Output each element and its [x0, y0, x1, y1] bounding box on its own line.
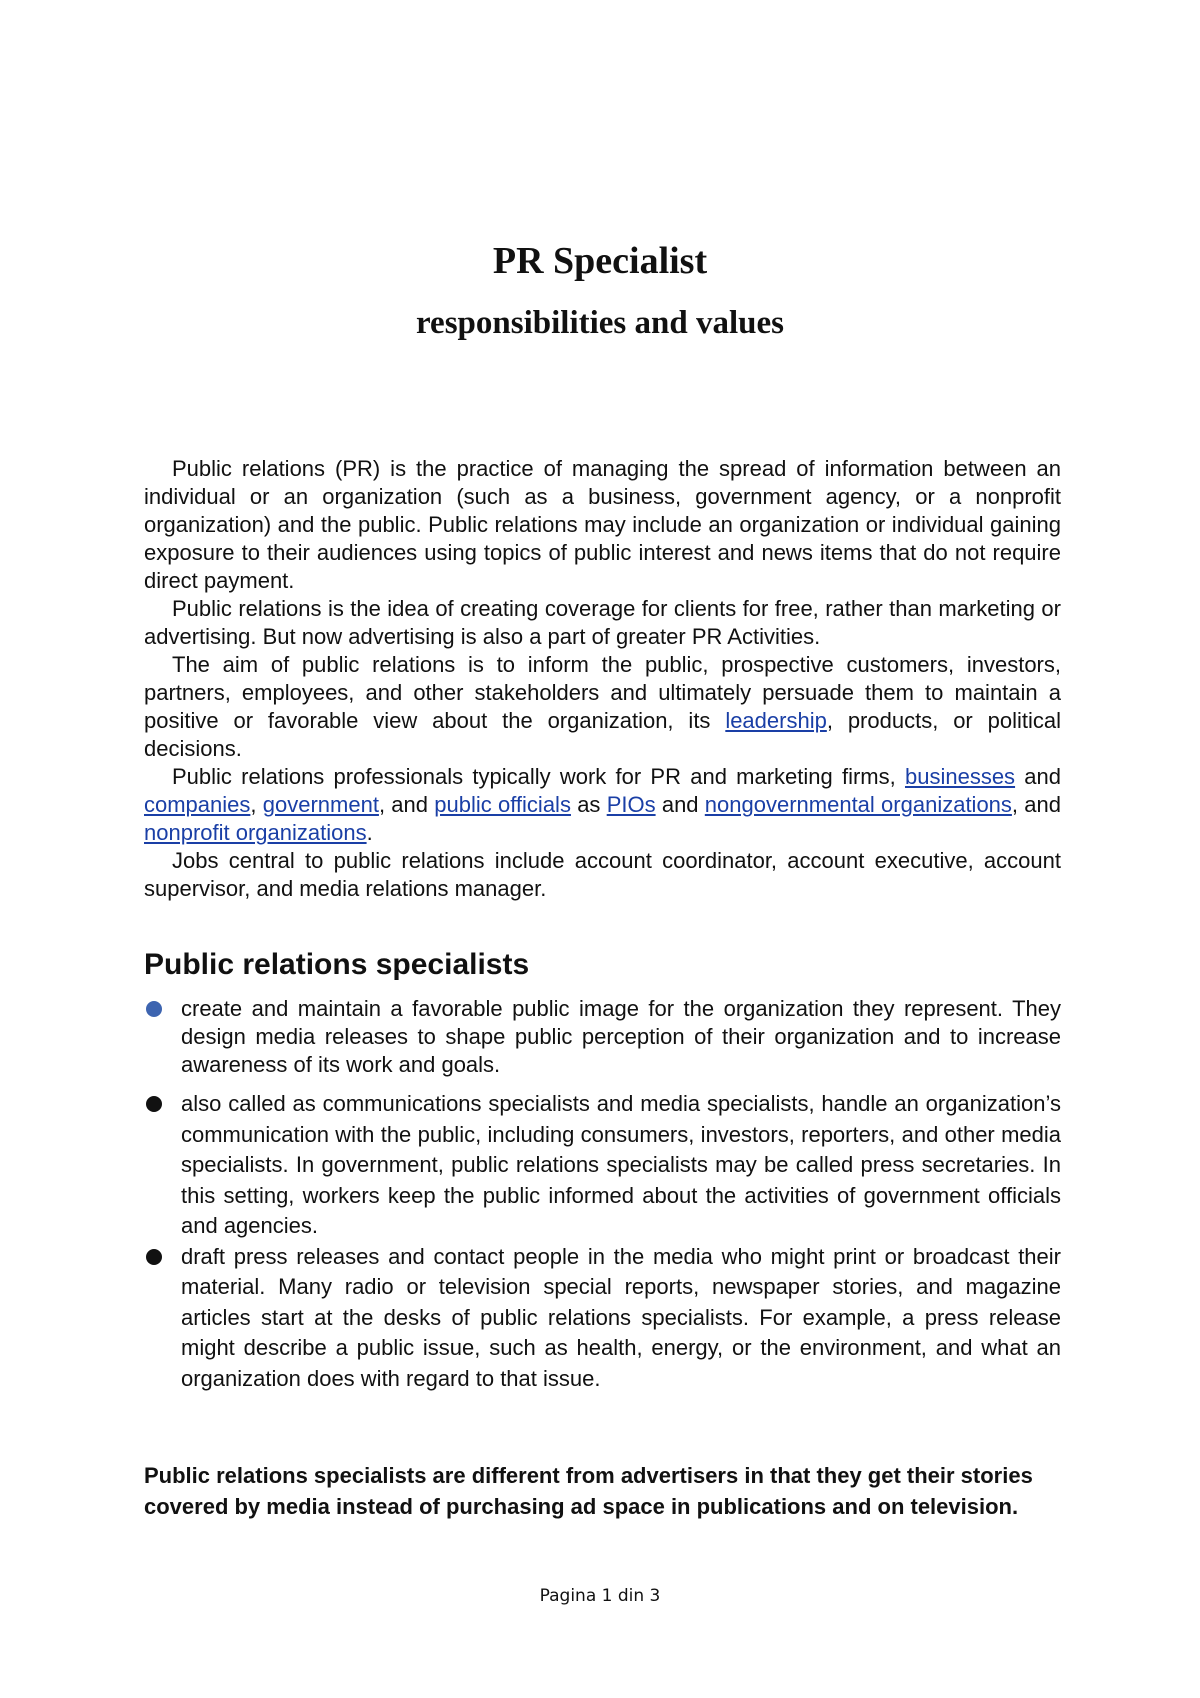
list-item-text: also called as communications specialists and media specialists, handle an organization’s communication with the public, including consumers, investors, reporters, and other media specialists. In government, public relations specialists may be called press secretaries. In this setting, workers keep the public informed about the activities of government officials and agencies. — [181, 1091, 1061, 1238]
list-item — [144, 1089, 1061, 1242]
section-heading: Public relations specialists — [144, 948, 530, 981]
link-public-officials[interactable]: public officials — [434, 792, 571, 817]
paragraph-text: as — [570, 792, 607, 817]
paragraph-text: and — [655, 792, 705, 817]
closing-statement: Public relations specialists are different from advertisers in that they get their stories covered by media instead of purchasing ad space in publications and on television. — [144, 1463, 1033, 1519]
paragraph-text: Public relations professionals typically work for PR and marketing firms, — [172, 764, 905, 789]
bullet-dot-icon — [146, 1001, 162, 1017]
intro-paragraph-3 — [144, 651, 1061, 763]
document-subtitle: responsibilities and values — [416, 305, 784, 341]
document-title: PR Specialist — [492, 240, 708, 282]
intro-paragraph-1: Public relations (PR) is the practice of managing the spread of information between an individual or an organization (such as a business, government agency, or a nonprofit organization) and the public. Public relations may include an organization or individual gaining exposure to their audiences using topics of public interest and news items that do not require direct payment. — [144, 456, 1061, 593]
link-leadership[interactable]: leadership — [725, 708, 827, 733]
intro-paragraph-5: Jobs central to public relations include account coordinator, account executive, account supervisor, and media relations manager. — [144, 848, 1061, 901]
paragraph-text: . — [366, 820, 373, 845]
link-nongovernmental-organizations[interactable]: nongovernmental organizations — [704, 792, 1012, 817]
link-pios[interactable]: PIOs — [606, 792, 656, 817]
paragraph-text: , and — [378, 792, 435, 817]
link-government[interactable]: government — [262, 792, 379, 817]
link-businesses[interactable]: businesses — [904, 764, 1016, 789]
list-item-text: draft press releases and contact people in the media who might print or broadcast their material. Many radio or television special reports, newspaper stories, and magazine articles start at the desks of public relations specialists. For example, a press release might describe a public issue, such as health, energy, or the environment, and what an organization does with regard to that issue. — [181, 1243, 1061, 1391]
intro-paragraph-4 — [144, 763, 1061, 847]
bullet-dot-icon — [146, 1249, 162, 1265]
list-item — [144, 995, 1061, 1079]
paragraph-text: , — [250, 792, 263, 817]
list-item-text: create and maintain a favorable public image for the organization they represent. They design media releases to shape public perception of their organization and to increase awareness of its work and goals. — [181, 996, 1061, 1077]
bullet-dot-icon — [146, 1096, 162, 1112]
link-nonprofit-organizations[interactable]: nonprofit organizations — [144, 820, 367, 845]
paragraph-text: The aim of public relations is to inform the public, prospective customers, investors, partners, employees, and other stakeholders and ultimately persuade them to maintain a positive or favorable view about the organization, its — [144, 652, 1061, 733]
link-companies[interactable]: companies — [144, 792, 251, 817]
specialist-bullet-list — [144, 995, 1061, 1394]
page-number: Pagina 1 din 3 — [539, 1586, 661, 1606]
paragraph-text: , products, or political decisions. — [144, 708, 1061, 761]
paragraph-text: , and — [1011, 792, 1061, 817]
intro-text — [144, 455, 1061, 903]
intro-paragraph-2: Public relations is the idea of creating coverage for clients for free, rather than marketing or advertising. But now advertising is also a part of greater PR Activities. — [144, 596, 1061, 649]
list-item — [144, 1242, 1061, 1395]
paragraph-text: and — [1015, 764, 1061, 789]
